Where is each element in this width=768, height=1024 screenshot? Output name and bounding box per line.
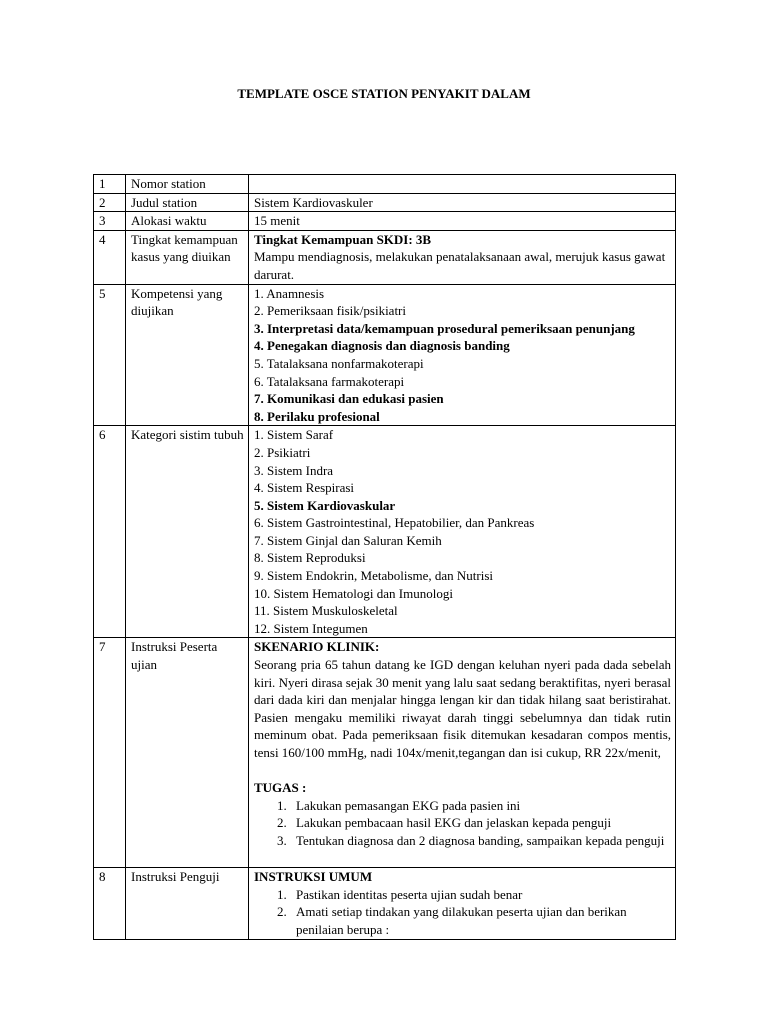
list-item: 6. Sistem Gastrointestinal, Hepatobilier, dan Pankreas bbox=[254, 515, 535, 531]
list-item: 2. Amati setiap tindakan yang dilakukan peserta ujian dan berikan penilaian berupa : bbox=[290, 903, 671, 938]
list-item: 8. Perilaku profesional bbox=[254, 408, 380, 424]
list-item: 3. Sistem Indra bbox=[254, 462, 334, 478]
row-value: Sistem Kardiovaskuler bbox=[249, 193, 676, 212]
row-number: 5 bbox=[94, 284, 126, 426]
document-title: TEMPLATE OSCE STATION PENYAKIT DALAM bbox=[237, 86, 531, 101]
row-label: Judul station bbox=[126, 193, 249, 212]
row-value bbox=[249, 426, 676, 638]
list-item: 1. Anamnesis bbox=[254, 285, 325, 301]
row-number: 1 bbox=[94, 175, 126, 194]
list-item: 3. Interpretasi data/kemampuan prosedural pemeriksaan penunjang bbox=[254, 320, 635, 336]
row-number: 4 bbox=[94, 230, 126, 284]
list-item: 5. Tatalaksana nonfarmakoterapi bbox=[254, 355, 424, 371]
list-item: 1. Pastikan identitas peserta ujian sudah benar bbox=[290, 886, 671, 904]
row-label: Instruksi Penguji bbox=[126, 868, 249, 939]
row-number: 2 bbox=[94, 193, 126, 212]
scenario-heading: SKENARIO KLINIK: bbox=[254, 639, 380, 655]
row-number: 7 bbox=[94, 638, 126, 868]
list-item: 5. Sistem Kardiovaskular bbox=[254, 497, 396, 513]
spacer bbox=[254, 762, 671, 780]
row-number: 8 bbox=[94, 868, 126, 939]
row-label: Tingkat kemampuan kasus yang diuikan bbox=[126, 230, 249, 284]
list-item: 2. Pemeriksaan fisik/psikiatri bbox=[254, 303, 407, 319]
list-item: 11. Sistem Muskuloskeletal bbox=[254, 603, 398, 619]
table-row bbox=[94, 230, 676, 284]
osce-station-table bbox=[93, 174, 676, 940]
table-row bbox=[94, 426, 676, 638]
list-item: 3. Tentukan diagnosa dan 2 diagnosa banding, sampaikan kepada penguji bbox=[290, 832, 671, 850]
row-label: Kategori sistim tubuh bbox=[126, 426, 249, 638]
list-item: 7. Komunikasi dan edukasi pasien bbox=[254, 391, 444, 407]
row-value bbox=[249, 175, 676, 194]
task-heading: TUGAS : bbox=[254, 780, 307, 796]
row-label: Alokasi waktu bbox=[126, 212, 249, 231]
row-label: Instruksi Peserta ujian bbox=[126, 638, 249, 868]
list-item: 12. Sistem Integumen bbox=[254, 620, 368, 636]
table-row bbox=[94, 212, 676, 231]
row-number: 6 bbox=[94, 426, 126, 638]
list-item: 1. Lakukan pemasangan EKG pada pasien ini bbox=[290, 797, 671, 815]
row-value bbox=[249, 868, 676, 939]
skdi-level-heading: Tingkat Kemampuan SKDI: 3B bbox=[254, 231, 432, 247]
list-item: 4. Penegakan diagnosis dan diagnosis banding bbox=[254, 338, 510, 354]
row-value: 15 menit bbox=[249, 212, 676, 231]
list-item: 9. Sistem Endokrin, Metabolisme, dan Nutrisi bbox=[254, 568, 494, 584]
table-row bbox=[94, 638, 676, 868]
list-item: 1. Sistem Saraf bbox=[254, 427, 334, 443]
row-value bbox=[249, 284, 676, 426]
examiner-instruction-list bbox=[254, 886, 671, 939]
list-item: 8. Sistem Reproduksi bbox=[254, 550, 366, 566]
examiner-instruction-heading: INSTRUKSI UMUM bbox=[254, 869, 373, 885]
list-item: 4. Sistem Respirasi bbox=[254, 480, 355, 496]
table-row bbox=[94, 193, 676, 212]
scenario-text: Seorang pria 65 tahun datang ke IGD dengan keluhan nyeri pada dada sebelah kiri. Nyeri dirasa sejak 30 menit yang lalu saat sedang beraktifitas, nyeri berasal dari dada kiri dan menjalar hingga lengan kir dan tidak hilang saat beristirahat. Pasien mengaku memiliki riwayat darah tinggi sebelumnya dan tidak rutin meminum obat. Pada pemeriksaan fisik ditemukan kesadaran compos mentis, tensi 160/100 mmHg, nadi 104x/menit,tegangan dan isi cukup, RR 22x/menit, bbox=[254, 657, 671, 760]
row-number: 3 bbox=[94, 212, 126, 231]
task-list bbox=[254, 797, 671, 850]
row-value bbox=[249, 638, 676, 868]
skdi-level-description: Mampu mendiagnosis, melakukan penatalaksanaan awal, merujuk kasus gawat darurat. bbox=[254, 249, 666, 282]
row-label: Nomor station bbox=[126, 175, 249, 194]
list-item: 2. Psikiatri bbox=[254, 444, 311, 460]
table-row bbox=[94, 284, 676, 426]
list-item: 6. Tatalaksana farmakoterapi bbox=[254, 373, 405, 389]
list-item: 10. Sistem Hematologi dan Imunologi bbox=[254, 585, 453, 601]
table-row bbox=[94, 868, 676, 939]
row-value bbox=[249, 230, 676, 284]
row-label: Kompetensi yang diujikan bbox=[126, 284, 249, 426]
spacer bbox=[254, 850, 671, 868]
table-row bbox=[94, 175, 676, 194]
list-item: 7. Sistem Ginjal dan Saluran Kemih bbox=[254, 532, 442, 548]
list-item: 2. Lakukan pembacaan hasil EKG dan jelaskan kepada penguji bbox=[290, 814, 671, 832]
